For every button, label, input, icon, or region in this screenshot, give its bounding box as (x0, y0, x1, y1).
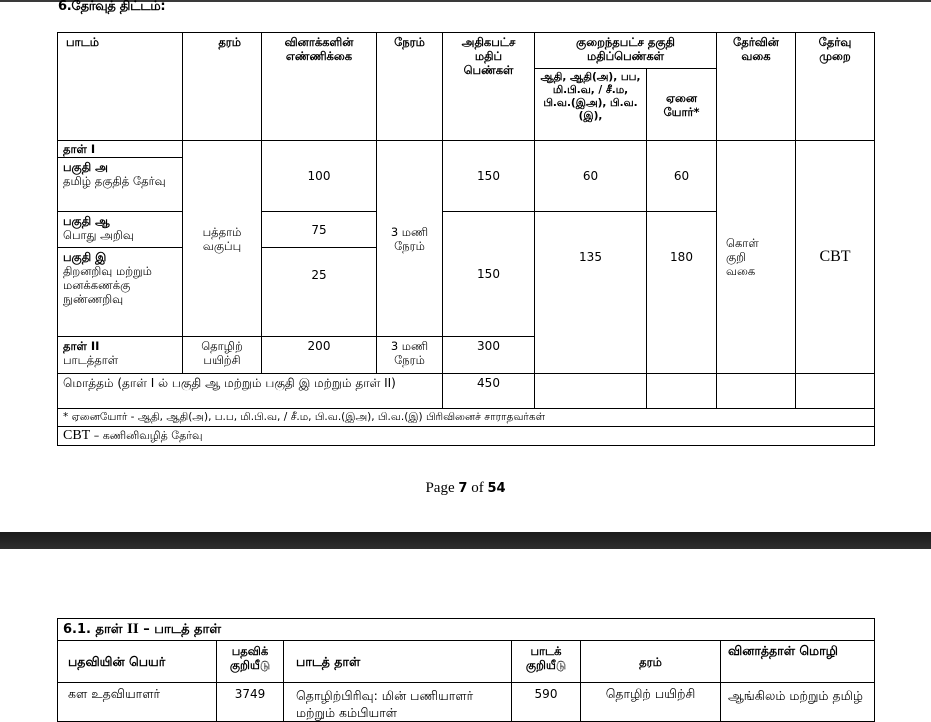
part-a-min-reserved: 60 (534, 140, 647, 212)
header-min-marks: குறைந்தபட்ச தகுதி மதிப்பெண்கள் (534, 32, 717, 69)
header-max-marks: அதிகபட்ச மதிப் பெண்கள் (442, 32, 535, 141)
paper2-level: தொழிற் பயிற்சி (182, 336, 262, 374)
page-of: of (467, 480, 488, 496)
paper2-questions: 200 (261, 336, 377, 374)
exam-type: கொள் குறி வகை (716, 140, 796, 374)
part-c-title: பகுதி இ (63, 250, 107, 264)
part-b-questions: 75 (261, 211, 377, 248)
page-total: 54 (487, 481, 506, 496)
part-a-min-others: 60 (646, 140, 717, 212)
section61-title-roman: II (127, 621, 139, 637)
exam-mode: CBT (795, 140, 875, 374)
header-post-code: பதவிக் குறியீடு (216, 640, 284, 683)
header-subject-paper: பாடத் தாள் (283, 640, 512, 683)
part-b-cell (57, 211, 183, 248)
header-subject-code: பாடக் குறியீடு (511, 640, 581, 683)
header-exam-type: தேர்வின் வகை (716, 32, 796, 141)
header-num-questions: வினாக்களின் எண்ணிக்கை (261, 32, 377, 141)
total-exam-type-empty (716, 373, 796, 409)
paper1-label: தாள் I (57, 140, 183, 158)
total-min-others-empty (646, 373, 717, 409)
part-bc-min-reserved: 135 (534, 211, 647, 374)
row-paper-language: ஆங்கிலம் மற்றும் தமிழ் (720, 682, 875, 722)
page-separator (0, 532, 931, 549)
header-duration: நேரம் (376, 32, 443, 141)
row-subject-paper: தொழிற்பிரிவு: மின் பணியாளர் மற்றும் கம்பியாள் (283, 682, 512, 722)
footnote-cbt (57, 426, 875, 446)
header-level: தரம் (580, 640, 721, 683)
header-min-marks-others: ஏனை யோர்* (646, 68, 717, 141)
paper2-title: தாள் II (63, 339, 100, 353)
total-min-reserved-empty (534, 373, 647, 409)
paper2-max-marks: 300 (442, 336, 535, 374)
paper2-duration: 3 மணி நேரம் (376, 336, 443, 374)
page-prefix: Page (425, 480, 459, 496)
paper2-cell (57, 336, 183, 374)
footnote-cbt-text: – கணினிவழித் தேர்வு (90, 429, 203, 442)
total-exam-mode-empty (795, 373, 875, 409)
part-bc-max-marks: 150 (442, 211, 535, 337)
part-b-title: பகுதி ஆ (63, 214, 110, 228)
header-level: தரம் (182, 32, 262, 141)
row-subject-code: 590 (511, 682, 581, 722)
total-label: மொத்தம் (தாள் I ல் பகுதி ஆ மற்றும் பகுதி இ மற்றும் தாள் II) (57, 373, 443, 409)
header-paper-language: வினாத்தாள் மொழி (720, 640, 875, 683)
part-c-desc: திறனறிவு மற்றும் மனக்கணக்கு நுண்ணறிவு (63, 264, 152, 306)
header-post-name: பதவியின் பெயர் (57, 640, 217, 683)
part-c-cell (57, 247, 183, 337)
page-current: 7 (458, 481, 468, 496)
section-title: 6.தேர்வுத் திட்டம்: (58, 0, 166, 14)
part-bc-min-others: 180 (646, 211, 717, 374)
row-post-name: கள உதவியாளர் (57, 682, 217, 722)
page-number (0, 480, 931, 497)
footnote-others: * ஏனையோர் - ஆதி, ஆதி(அ), ப.ப, மி.பி.வ, / சீ.ம, பி.வ.(இஅ), பி.வ.(இ) பிரிவினைச் சாராதவர்கள் (57, 408, 875, 427)
part-a-cell (57, 157, 183, 212)
header-min-marks-reserved: ஆதி, ஆதி(அ), பப, மி.பி.வ, / சீ.ம, பி.வ.(இஅ), பி.வ.(இ), (534, 68, 647, 141)
paper1-duration: 3 மணி நேரம் (376, 140, 443, 337)
header-exam-mode: தேர்வு முறை (795, 32, 875, 141)
part-a-title: பகுதி அ (63, 160, 108, 174)
section61-title-suffix: – பாடத் தாள் (138, 622, 222, 637)
part-b-desc: பொது அறிவு (63, 228, 134, 242)
header-subject: பாடம் (57, 32, 183, 141)
part-a-questions: 100 (261, 140, 377, 212)
footnote-cbt-abbr: CBT (63, 428, 91, 443)
row-post-code: 3749 (216, 682, 284, 722)
section61-title (57, 618, 875, 641)
part-a-desc: தமிழ் தகுதித் தேர்வு (63, 174, 166, 188)
part-a-max-marks: 150 (442, 140, 535, 212)
part-c-questions: 25 (261, 247, 377, 337)
row-level: தொழிற் பயிற்சி (580, 682, 721, 722)
total-max-marks: 450 (442, 373, 535, 409)
section61-title-prefix: 6.1. தாள் (63, 622, 128, 637)
paper2-desc: பாடத்தாள் (63, 353, 119, 367)
paper1-level: பத்தாம் வகுப்பு (182, 140, 262, 337)
